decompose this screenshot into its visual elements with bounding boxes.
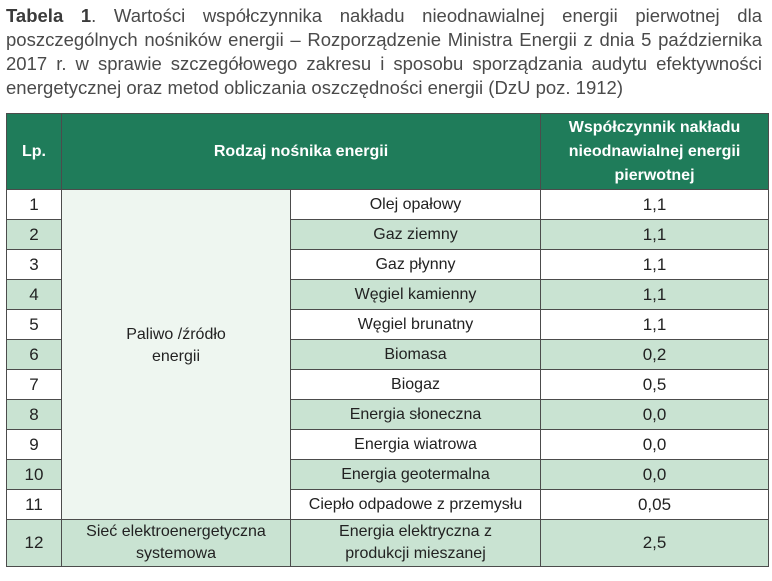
group-grid-label — [62, 520, 291, 567]
carrier-name — [291, 520, 541, 567]
carrier-name: Ciepło odpadowe z przemysłu — [291, 490, 541, 520]
carrier-name: Węgiel brunatny — [291, 310, 541, 340]
header-carrier-type: Rodzaj nośnika energii — [62, 114, 541, 190]
caption-text: . Wartości współczynnika nakładu nieodnawialnej energii pierwotnej dla poszczególnych nośników energii – Rozporządzenie Ministra Energii z dnia 5 października 2017 r. w sprawie szczegółowego zakresu i sposobu sporządzania audytu efektywności energetycznej oraz metod obliczania oszczędności energii (DzU poz. 1912) — [6, 5, 762, 98]
row-number: 9 — [7, 430, 62, 460]
carrier-name: Biogaz — [291, 370, 541, 400]
group-fuel-label — [62, 190, 291, 520]
table-caption — [6, 4, 762, 100]
row-number: 7 — [7, 370, 62, 400]
coefficient-value: 0,0 — [541, 430, 769, 460]
table-row — [7, 190, 769, 220]
coefficient-value: 1,1 — [541, 310, 769, 340]
carrier-name: Olej opałowy — [291, 190, 541, 220]
caption-label: Tabela 1 — [6, 5, 92, 26]
row-number: 12 — [7, 520, 62, 567]
carrier-name: Energia wiatrowa — [291, 430, 541, 460]
carrier-name: Energia geotermalna — [291, 460, 541, 490]
table-row — [7, 520, 769, 567]
row-number: 5 — [7, 310, 62, 340]
coefficient-value: 1,1 — [541, 280, 769, 310]
energy-coefficient-table — [6, 113, 769, 567]
row-number: 3 — [7, 250, 62, 280]
header-lp: Lp. — [7, 114, 62, 190]
carrier-name: Węgiel kamienny — [291, 280, 541, 310]
header-coefficient: Współczynnik nakładu nieodnawialnej energii pierwotnej — [541, 114, 769, 190]
coefficient-value: 1,1 — [541, 250, 769, 280]
carrier-name: Biomasa — [291, 340, 541, 370]
carrier-name: Gaz płynny — [291, 250, 541, 280]
coefficient-value: 1,1 — [541, 220, 769, 250]
coefficient-value: 0,05 — [541, 490, 769, 520]
group-grid-text: Sieć elektroenergetyczna systemowa — [86, 523, 266, 562]
row-number: 2 — [7, 220, 62, 250]
carrier-name-text: Energia elektryczna z produkcji mieszanej — [339, 523, 492, 562]
row-number: 8 — [7, 400, 62, 430]
row-number: 11 — [7, 490, 62, 520]
row-number: 1 — [7, 190, 62, 220]
coefficient-value: 0,0 — [541, 460, 769, 490]
row-number: 4 — [7, 280, 62, 310]
coefficient-value: 1,1 — [541, 190, 769, 220]
row-number: 6 — [7, 340, 62, 370]
carrier-name: Energia słoneczna — [291, 400, 541, 430]
coefficient-value: 0,5 — [541, 370, 769, 400]
group-fuel-text: Paliwo /źródło energii — [126, 325, 226, 365]
coefficient-value: 2,5 — [541, 520, 769, 567]
carrier-name: Gaz ziemny — [291, 220, 541, 250]
coefficient-value: 0,2 — [541, 340, 769, 370]
row-number: 10 — [7, 460, 62, 490]
coefficient-value: 0,0 — [541, 400, 769, 430]
table-header-row — [7, 114, 769, 190]
